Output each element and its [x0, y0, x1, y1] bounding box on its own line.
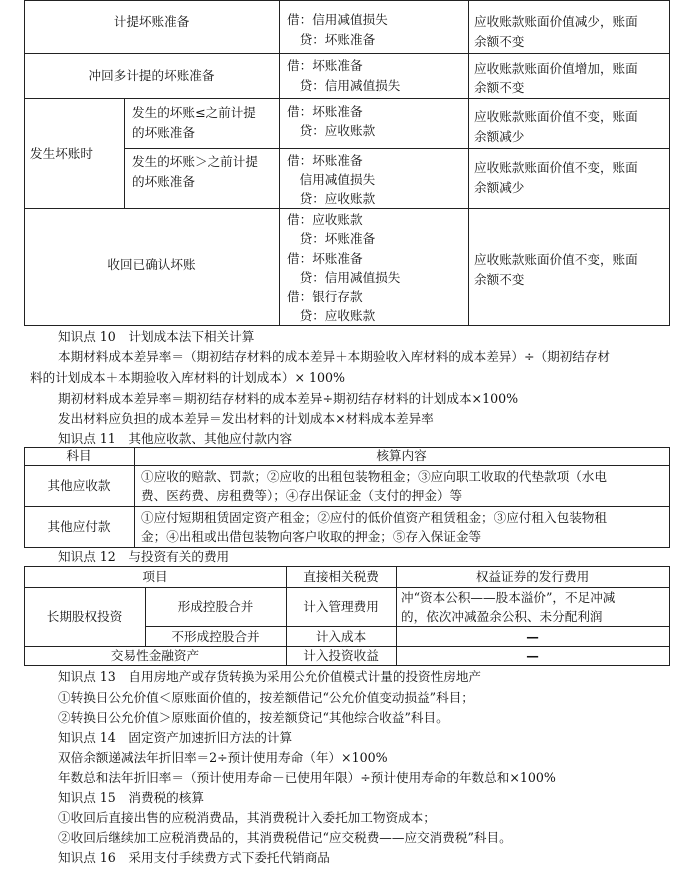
content-line: ①应付短期租赁固定资产租金；②应付的低价值资产租赁租金；③应付租入包装物租 — [141, 510, 607, 525]
kp12-title: 知识点 12 与投资有关的费用 — [58, 549, 230, 564]
effect-line: 应收账款账面价值不变，账面 — [474, 109, 638, 124]
fee-cell: — — [526, 648, 539, 663]
kp11-title: 知识点 11 其他应收款、其他应付款内容 — [58, 431, 293, 446]
subject-cell: 其他应付款 — [47, 519, 111, 534]
row-label: 计提坏账准备 — [113, 14, 190, 29]
entry-line: 借：坏账准备 — [287, 153, 363, 168]
effect-line: 余额不变 — [474, 34, 525, 49]
fee-line: 冲“资本公积——股本溢价”，不足冲减 — [401, 590, 616, 605]
kp13-line: ①转换日公允价值＜原账面价值的，按差额借记“公允价值变动损益”科目； — [58, 690, 474, 705]
entry-line: 借：坏账准备 — [287, 251, 363, 266]
entry-line: 借：应收账款 — [287, 212, 363, 227]
item-cell: 形成控股合并 — [177, 599, 254, 614]
fee-cell: — — [526, 629, 539, 644]
entry-line: 借：坏账准备 — [287, 104, 363, 119]
tax-cell: 计入投资收益 — [303, 648, 379, 663]
effect-line: 余额不变 — [474, 272, 525, 287]
kp14-line: 双倍余额递减法年折旧率＝2÷预计使用寿命（年）×100% — [58, 750, 388, 765]
entry-line: 信用减值损失 — [287, 172, 376, 187]
kp15-line: ①收回后直接出售的应税消费品，其消费税计入委托加工物资成本； — [58, 810, 436, 825]
entry-line: 借：坏账准备 — [287, 58, 363, 73]
entry-line: 贷：应收账款 — [287, 308, 376, 323]
content-line: 金；④出租或出借包装物向客户收取的押金；⑤存入保证金等 — [141, 529, 482, 544]
effect-line: 余额减少 — [474, 180, 525, 195]
group-label: 发生坏账时 — [30, 146, 93, 161]
kp15-title: 知识点 15 消费税的核算 — [58, 790, 204, 805]
fee-line: 的，依次冲减盈余公积、未分配利润 — [401, 609, 603, 624]
kp14-line: 年数总和法年折旧率＝（预计使用寿命－已使用年限）÷预计使用寿命的年数总和×100% — [58, 770, 556, 785]
column-header: 科目 — [66, 448, 92, 463]
effect-line: 应收账款账面价值不变，账面 — [474, 160, 638, 175]
effect-line: 应收账款账面价值减少，账面 — [474, 14, 638, 29]
entry-line: 贷：信用减值损失 — [287, 78, 401, 93]
group-label: 长期股权投资 — [46, 609, 123, 624]
column-header: 权益证券的发行费用 — [475, 569, 590, 584]
effect-line: 余额不变 — [474, 80, 525, 95]
entry-line: 贷：应收账款 — [287, 191, 376, 206]
kp10-line: 料的计划成本＋本期验收入库材料的计划成本）× 100% — [30, 370, 346, 385]
content-line: ①应收的赔款、罚款；②应收的出租包装物租金；③应向职工收取的代垫款项（水电 — [141, 469, 607, 484]
entry-line: 借：银行存款 — [287, 289, 363, 304]
sub-label: 的坏账准备 — [132, 174, 195, 189]
tax-cell: 计入管理费用 — [303, 599, 379, 614]
column-header: 核算内容 — [376, 448, 427, 463]
kp10-title: 知识点 10 计划成本法下相关计算 — [58, 329, 255, 344]
subject-cell: 其他应收款 — [47, 478, 111, 493]
content-line: 费、医药费、房租费等）；④存出保证金（支付的押金）等 — [141, 488, 463, 503]
kp16-title: 知识点 16 采用支付手续费方式下委托代销商品 — [58, 850, 330, 865]
column-header: 直接相关税费 — [303, 569, 379, 584]
kp15-line: ②收回后继续加工应税消费品的，其消费税借记“应交税费——应交消费税”科目。 — [58, 830, 512, 845]
effect-line: 余额减少 — [474, 129, 525, 144]
item-cell: 不形成控股合并 — [171, 629, 260, 644]
kp10-line: 发出材料应负担的成本差异＝发出材料的计划成本×材料成本差异率 — [58, 411, 434, 426]
kp13-title: 知识点 13 自用房地产或存货转换为采用公允价值模式计量的投资性房地产 — [58, 669, 482, 684]
item-cell: 交易性金融资产 — [110, 648, 200, 663]
entry-line: 贷：信用减值损失 — [287, 270, 401, 285]
kp13-line: ②转换日公允价值＞原账面价值的，按差额贷记“其他综合收益”科目。 — [58, 710, 449, 725]
entry-line: 借：信用减值损失 — [287, 12, 388, 27]
sub-label: 发生的坏账＞之前计提 — [132, 154, 258, 169]
entry-line: 贷：坏账准备 — [287, 231, 376, 246]
effect-line: 应收账款账面价值不变，账面 — [474, 252, 638, 267]
sub-label: 的坏账准备 — [132, 125, 195, 140]
kp10-line: 本期材料成本差异率＝（期初结存材料的成本差异＋本期验收入库材料的成本差异）÷（期初结存材 — [58, 349, 611, 364]
kp10-line: 期初材料成本差异率＝期初结存材料的成本差异÷期初结存材料的计划成本×100% — [58, 391, 519, 406]
column-header: 项目 — [142, 569, 168, 584]
kp14-title: 知识点 14 固定资产加速折旧方法的计算 — [58, 730, 293, 745]
sub-label: 发生的坏账≤之前计提 — [132, 105, 256, 120]
entry-line: 贷：应收账款 — [287, 123, 376, 138]
effect-line: 应收账款账面价值增加，账面 — [474, 61, 638, 76]
entry-line: 贷：坏账准备 — [287, 32, 376, 47]
row-label: 收回已确认坏账 — [107, 257, 196, 272]
row-label: 冲回多计提的坏账准备 — [88, 68, 215, 83]
tax-cell: 计入成本 — [315, 629, 367, 644]
